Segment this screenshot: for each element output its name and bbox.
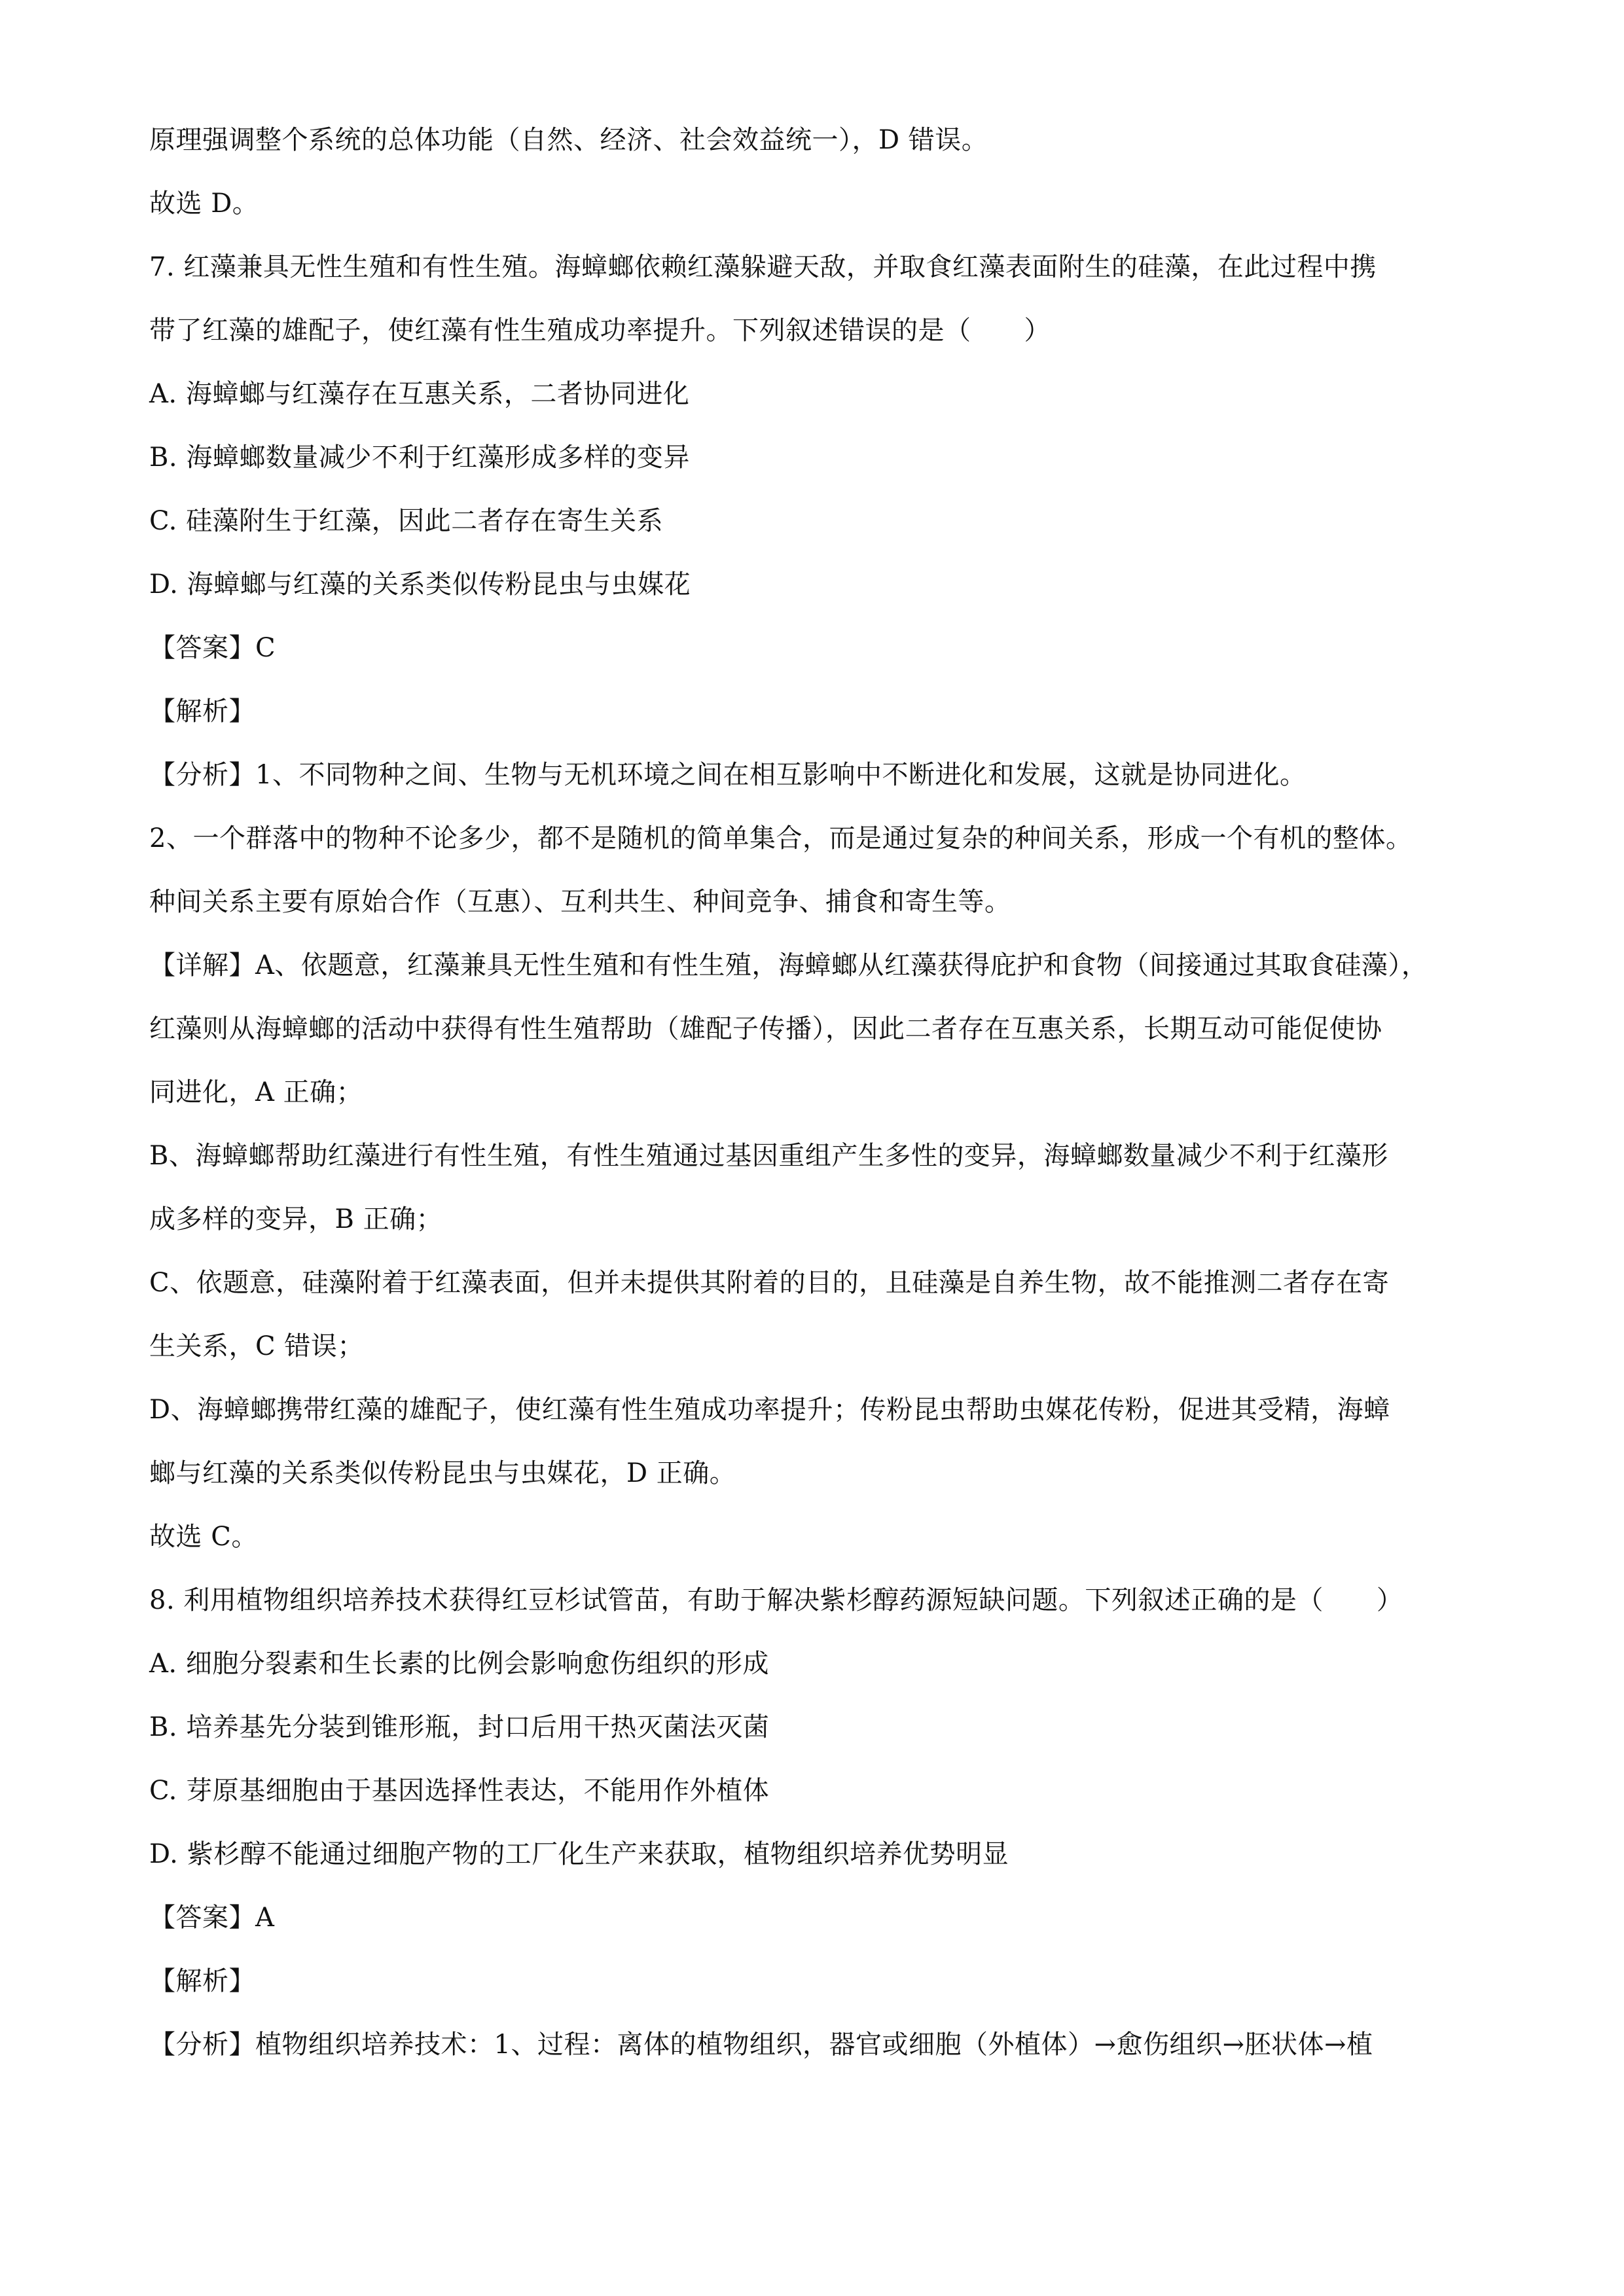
detail-text: 螂与红藻的关系类似传粉昆虫与虫媒花，D 正确。 bbox=[149, 1458, 736, 1488]
detail-text: B、海蟑螂帮助红藻进行有性生殖，有性生殖通过基因重组产生多性的变异，海蟑螂数量减少不利于红藻形 bbox=[149, 1141, 1388, 1171]
conclusion-text: 故选 C。 bbox=[149, 1522, 258, 1552]
question-7-stem: 7. 红藻兼具无性生殖和有性生殖。海蟑螂依赖红藻躲避天敌，并取食红藻表面附生的硅藻，在此过程中携 bbox=[149, 252, 1377, 282]
analysis-text: 【分析】1、不同物种之间、生物与无机环境之间在相互影响中不断进化和发展，这就是协同进化。 bbox=[149, 760, 1307, 790]
document-page bbox=[149, 124, 1485, 2092]
analysis-text: 【分析】植物组织培养技术：1、过程：离体的植物组织，器官或细胞（外植体）→愈伤组织→胚状体→植 bbox=[149, 2030, 1373, 2060]
option-b: B. 培养基先分装到锥形瓶，封口后用干热灭菌法灭菌 bbox=[149, 1712, 770, 1742]
detail-text: 生关系，C 错误； bbox=[149, 1331, 364, 1361]
option-c: C. 芽原基细胞由于基因选择性表达，不能用作外植体 bbox=[149, 1776, 770, 1806]
option-a: A. 海蟑螂与红藻存在互惠关系，二者协同进化 bbox=[149, 379, 690, 409]
analysis-text: 种间关系主要有原始合作（互惠）、互利共生、种间竞争、捕食和寄生等。 bbox=[149, 887, 1011, 917]
text-line: 故选 D。 bbox=[149, 188, 259, 219]
question-7-stem: 带了红藻的雄配子，使红藻有性生殖成功率提升。下列叙述错误的是（ ） bbox=[149, 315, 1051, 346]
question-8-stem: 8. 利用植物组织培养技术获得红豆杉试管苗，有助于解决紫杉醇药源短缺问题。下列叙述正确的是（ ） bbox=[149, 1585, 1403, 1615]
text-line: 原理强调整个系统的总体功能（自然、经济、社会效益统一），D 错误。 bbox=[149, 125, 988, 155]
option-d: D. 紫杉醇不能通过细胞产物的工厂化生产来获取，植物组织培养优势明显 bbox=[149, 1839, 1009, 1869]
detail-text: 【详解】A、依题意，红藻兼具无性生殖和有性生殖，海蟑螂从红藻获得庇护和食物（间接通过其取食硅藻）， bbox=[149, 950, 1428, 980]
answer-label: 【答案】A bbox=[149, 1903, 275, 1933]
answer-label: 【答案】C bbox=[149, 633, 276, 663]
option-c: C. 硅藻附生于红藻，因此二者存在寄生关系 bbox=[149, 506, 664, 536]
detail-text: C、依题意，硅藻附着于红藻表面，但并未提供其附着的目的，且硅藻是自养生物，故不能推测二者存在寄 bbox=[149, 1268, 1390, 1298]
detail-text: D、海蟑螂携带红藻的雄配子，使红藻有性生殖成功率提升；传粉昆虫帮助虫媒花传粉，促进其受精，海蟑 bbox=[149, 1395, 1390, 1425]
analysis-label: 【解析】 bbox=[149, 696, 255, 726]
detail-text: 成多样的变异，B 正确； bbox=[149, 1204, 443, 1234]
detail-text: 同进化，A 正确； bbox=[149, 1077, 363, 1107]
analysis-text: 2、一个群落中的物种不论多少，都不是随机的简单集合，而是通过复杂的种间关系，形成一个有机的整体。 bbox=[149, 823, 1413, 853]
option-b: B. 海蟑螂数量减少不利于红藻形成多样的变异 bbox=[149, 442, 690, 473]
option-a: A. 细胞分裂素和生长素的比例会影响愈伤组织的形成 bbox=[149, 1649, 769, 1679]
detail-text: 红藻则从海蟑螂的活动中获得有性生殖帮助（雄配子传播），因此二者存在互惠关系，长期互动可能促使协 bbox=[149, 1014, 1382, 1044]
analysis-label: 【解析】 bbox=[149, 1966, 255, 1996]
option-d: D. 海蟑螂与红藻的关系类似传粉昆虫与虫媒花 bbox=[149, 569, 691, 600]
